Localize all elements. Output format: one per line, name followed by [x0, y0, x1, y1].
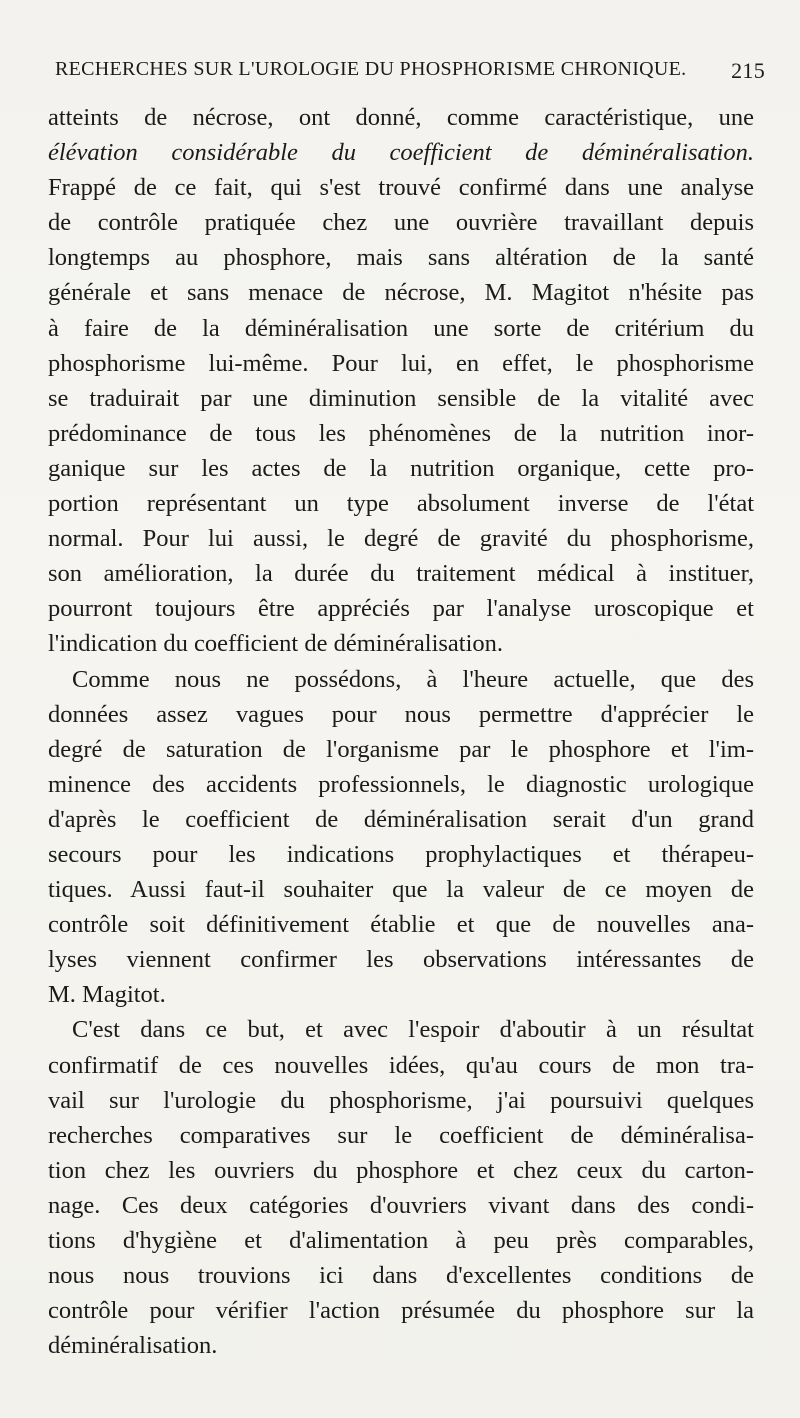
text-line: l'indication du coefficient de déminéralisation. [48, 630, 504, 658]
text-line: Frappé de ce fait, qui s'est trouvé confirmé dans une analyse [48, 174, 754, 202]
text-line: son amélioration, la durée du traitement médical à instituer, [48, 560, 754, 588]
text-line: degré de saturation de l'organisme par le phosphore et l'im- [48, 735, 754, 763]
text-line: vail sur l'urologie du phosphorisme, j'ai poursuivi quelques [48, 1086, 754, 1114]
text-line: tion chez les ouvriers du phosphore et chez ceux du carton- [48, 1156, 754, 1184]
text-line: phosphorisme lui-même. Pour lui, en effet, le phosphorisme [48, 349, 754, 377]
text-line: ganique sur les actes de la nutrition organique, cette pro- [48, 454, 754, 482]
text-line: se traduirait par une diminution sensible de la vitalité avec [48, 384, 754, 412]
text-line: nage. Ces deux catégories d'ouvriers vivant dans des condi- [48, 1191, 754, 1219]
text-line: contrôle pour vérifier l'action présumée du phosphore sur la [48, 1297, 754, 1325]
text-line: tiques. Aussi faut-il souhaiter que la valeur de ce moyen de [48, 876, 754, 904]
text-line: de contrôle pratiquée chez une ouvrière travaillant depuis [48, 209, 754, 237]
text-line: élévation considérable du coefficient de déminéralisation. [48, 139, 754, 167]
text-line: C'est dans ce but, et avec l'espoir d'aboutir à un résultat [72, 1016, 754, 1044]
text-line: d'après le coefficient de déminéralisation serait d'un grand [48, 805, 754, 833]
page-number: 215 [731, 58, 765, 83]
text-line: confirmatif de ces nouvelles idées, qu'au cours de mon tra- [48, 1051, 754, 1079]
text-line: tions d'hygiène et d'alimentation à peu près comparables, [48, 1227, 754, 1254]
text-line: portion représentant un type absolument inverse de l'état [48, 490, 754, 518]
text-line: à faire de la déminéralisation une sorte de critérium du [48, 314, 754, 342]
text-line: lyses viennent confirmer les observations intéressantes de [48, 946, 754, 974]
text-line: pourront toujours être appréciés par l'analyse uroscopique et [48, 595, 754, 623]
text-line: longtemps au phosphore, mais sans altération de la santé [48, 244, 754, 272]
text-line: nous nous trouvions ici dans d'excellentes conditions de [48, 1262, 754, 1290]
text-line: M. Magitot. [48, 981, 166, 1009]
running-title: RECHERCHES SUR L'UROLOGIE DU PHOSPHORISME CHRONIQUE. [55, 58, 687, 80]
text-line: minence des accidents professionnels, le diagnostic urologique [48, 770, 754, 798]
text-line: contrôle soit définitivement établie et que de nouvelles ana- [48, 911, 754, 939]
running-head [55, 58, 765, 88]
text-line: déminéralisation. [48, 1332, 218, 1360]
body-text [48, 100, 754, 1363]
text-line: secours pour les indications prophylactiques et thérapeu- [48, 840, 754, 868]
text-line: Comme nous ne possédons, à l'heure actuelle, que des [72, 665, 754, 693]
text-line: données assez vagues pour nous permettre d'apprécier le [48, 700, 754, 728]
text-line: prédominance de tous les phénomènes de la nutrition inor- [48, 419, 754, 447]
text-line: générale et sans menace de nécrose, M. Magitot n'hésite pas [48, 279, 754, 307]
text-line: recherches comparatives sur le coefficient de déminéralisa- [48, 1121, 754, 1149]
text-line: normal. Pour lui aussi, le degré de gravité du phosphorisme, [48, 525, 754, 553]
text-line: atteints de nécrose, ont donné, comme caractéristique, une [48, 104, 754, 131]
